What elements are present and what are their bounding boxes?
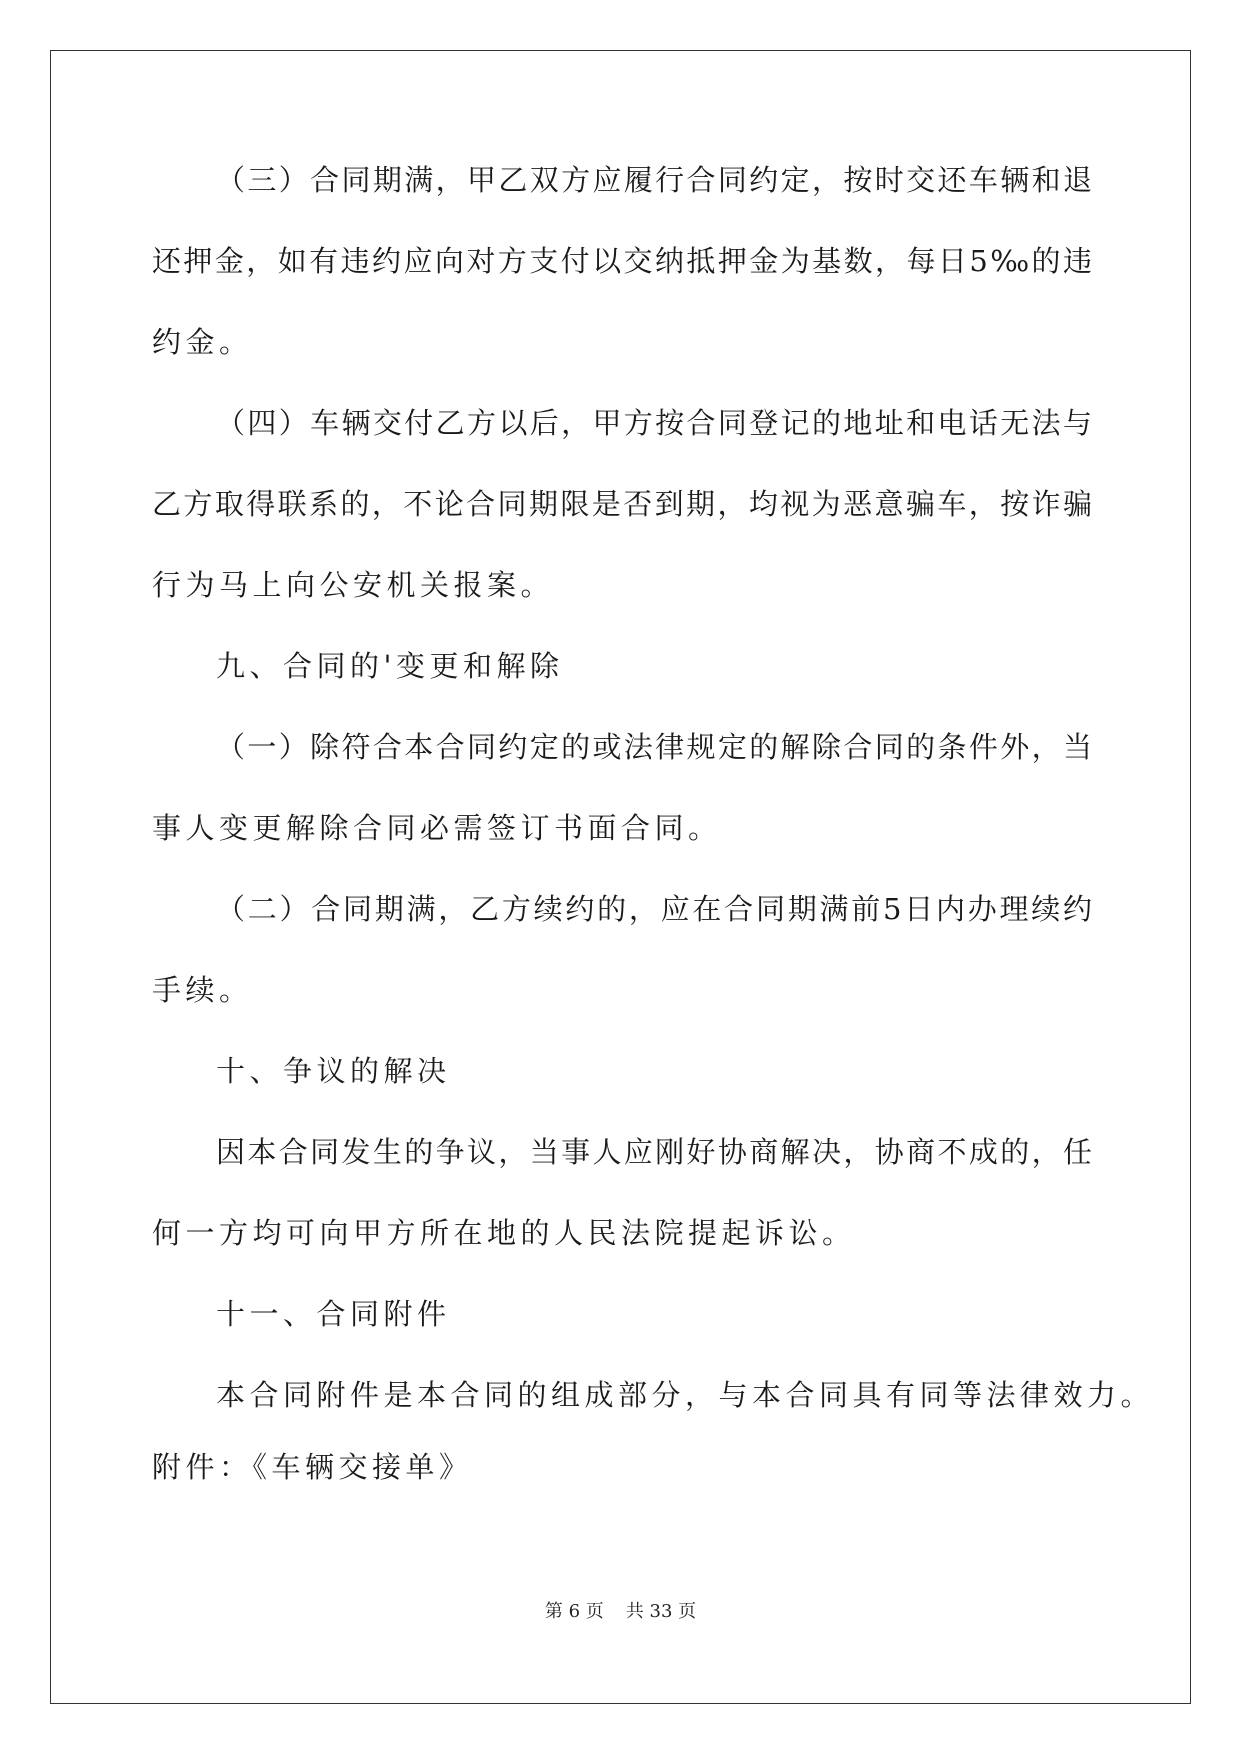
paragraph-line: （三）合同期满，甲乙双方应履行合同约定，按时交还车辆和退: [216, 163, 1092, 197]
paragraph-line: （二）合同期满，乙方续约的，应在合同期满前5日内办理续约: [216, 892, 1092, 926]
page-number: 第 6 页: [544, 1601, 604, 1622]
attachment-line: 附件：《车辆交接单》: [152, 1450, 473, 1484]
paragraph-line: 事人变更解除合同必需签订书面合同。: [152, 811, 722, 845]
section-heading: 十一、合同附件: [216, 1297, 451, 1331]
section-heading: 九、合同的'变更和解除: [216, 649, 564, 683]
paragraph-line: 约金。: [152, 325, 253, 359]
paragraph-line: 因本合同发生的争议，当事人应刚好协商解决，协商不成的，任: [216, 1135, 1092, 1169]
paragraph-line: （一）除符合本合同约定的或法律规定的解除合同的条件外，当: [216, 730, 1092, 764]
paragraph-line: 本合同附件是本合同的组成部分，与本合同具有同等法律效力。: [216, 1378, 1155, 1412]
paragraph-line: 何一方均可向甲方所在地的人民法院提起诉讼。: [152, 1216, 856, 1250]
document-body: [152, 163, 1155, 1484]
paragraph-line: （四）车辆交付乙方以后，甲方按合同登记的地址和电话无法与: [216, 406, 1092, 440]
paragraph-line: 乙方取得联系的，不论合同期限是否到期，均视为恶意骗车，按诈骗: [152, 487, 1092, 521]
paragraph-line: 手续。: [152, 973, 253, 1007]
page-footer: [0, 1602, 1241, 1622]
page-total: 共 33 页: [625, 1601, 697, 1622]
paragraph-line: 行为马上向公安机关报案。: [152, 568, 555, 602]
paragraph-line: 还押金，如有违约应向对方支付以交纳抵押金为基数，每日5‰的违: [152, 244, 1092, 278]
section-heading: 十、争议的解决: [216, 1054, 451, 1088]
